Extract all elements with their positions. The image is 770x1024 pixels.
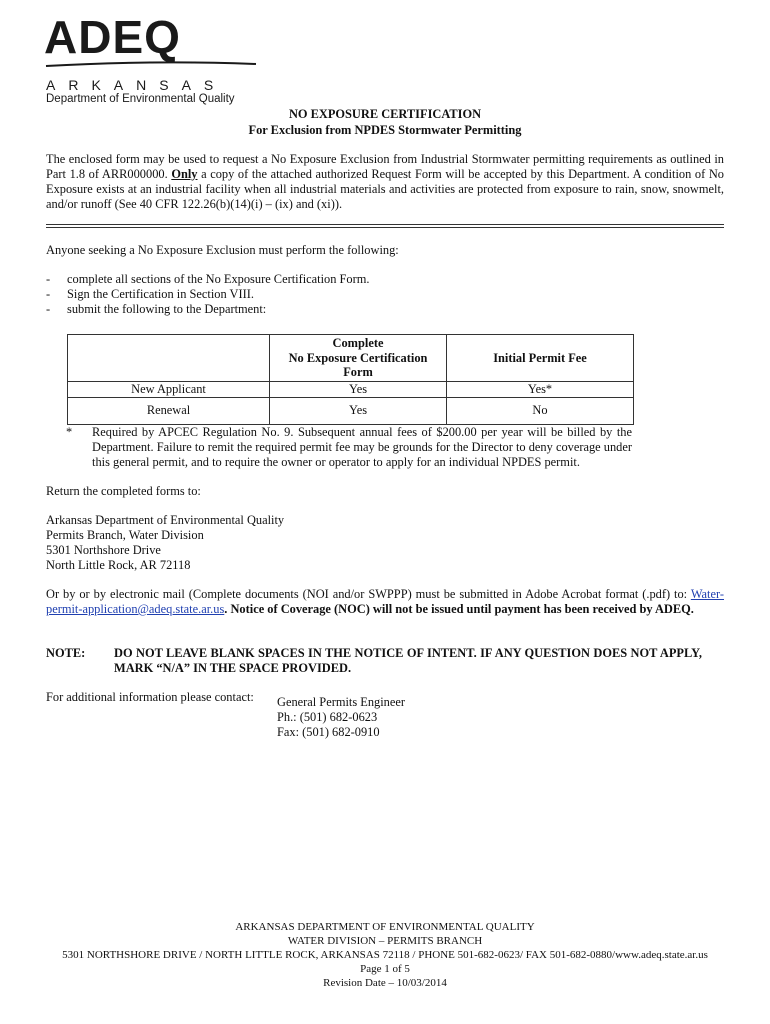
table-header-fee: Initial Permit Fee bbox=[447, 335, 634, 382]
page-number: Page 1 of 5 bbox=[360, 963, 410, 975]
address-line: North Little Rock, AR 72118 bbox=[46, 558, 191, 572]
table-header-row bbox=[68, 335, 634, 382]
divider-bottom bbox=[46, 227, 724, 228]
address-line: Permits Branch, Water Division bbox=[46, 528, 204, 542]
logo-swoosh bbox=[44, 58, 259, 70]
table-header-form bbox=[270, 335, 447, 382]
bullet-dash: - bbox=[46, 287, 51, 301]
logo-state-name: ARKANSAS bbox=[46, 77, 227, 93]
table-row bbox=[68, 397, 634, 424]
header-form-line: Complete bbox=[332, 336, 384, 351]
footer-line: WATER DIVISION – PERMITS BRANCH bbox=[287, 935, 483, 947]
page-title: NO EXPOSURE CERTIFICATION bbox=[288, 107, 482, 121]
list-item bbox=[46, 302, 266, 317]
bullet-dash: - bbox=[46, 272, 51, 286]
step-text: submit the following to the Department: bbox=[67, 302, 267, 316]
row-label: New Applicant bbox=[68, 382, 270, 398]
contact-label: For additional information please contact: bbox=[46, 690, 254, 704]
intro-text-1: The enclosed form may be used to request a No Exposure Exclusion from Industrial Stormwater permitting requirements as outlined in Part 1.8 of ARR000000. bbox=[46, 152, 724, 181]
contact-line: General Permits Engineer bbox=[277, 695, 405, 709]
row-fee: Yes* bbox=[447, 382, 634, 398]
footnote-text: Required by APCEC Regulation No. 9. Subsequent annual fees of $200.00 per year will be billed by the Department. Failure to remit the required permit fee may be grounds for the Director to deny coverage under this general permit, and to require the owner or operator to apply for an individual NPDES permit. bbox=[92, 425, 632, 469]
step-text: Sign the Certification in Section VIII. bbox=[67, 287, 254, 301]
revision-date: Revision Date – 10/03/2014 bbox=[323, 977, 447, 989]
contact-line: Fax: (501) 682-0910 bbox=[277, 725, 380, 739]
email-intro-text: Or by or by electronic mail (Complete documents (NOI and/or SWPPP) must be submitted in Adobe Acrobat format (.pdf) to: bbox=[46, 587, 691, 601]
row-form: Yes bbox=[270, 397, 447, 424]
contact-line: Ph.: (501) 682-0623 bbox=[277, 710, 378, 724]
footer-line: ARKANSAS DEPARTMENT OF ENVIRONMENTAL QUALITY bbox=[235, 921, 535, 933]
header-form-line: No Exposure Certification bbox=[288, 350, 428, 365]
fee-table bbox=[67, 334, 634, 425]
footnote-marker: * bbox=[66, 425, 73, 439]
intro-only: Only bbox=[171, 167, 198, 181]
divider-top bbox=[46, 224, 724, 225]
row-label: Renewal bbox=[68, 397, 270, 424]
intro-paragraph bbox=[46, 152, 724, 212]
address-line: 5301 Northshore Drive bbox=[46, 543, 161, 557]
note-text: DO NOT LEAVE BLANK SPACES IN THE NOTICE OF INTENT. IF ANY QUESTION DOES NOT APPLY, MARK “N/A” IN THE SPACE PROVIDED. bbox=[114, 646, 702, 675]
step-text: complete all sections of the No Exposure Certification Form. bbox=[67, 272, 370, 286]
row-fee: No bbox=[447, 397, 634, 424]
list-item bbox=[46, 287, 254, 302]
logo-department: Department of Environmental Quality bbox=[46, 93, 235, 105]
table-header-blank bbox=[68, 335, 270, 382]
footer-line: 5301 NORTHSHORE DRIVE / NORTH LITTLE ROCK, ARKANSAS 72118 / PHONE 501-682-0623/ FAX 501-682-0880/www.adeq.state.ar.us bbox=[62, 949, 708, 961]
table-row bbox=[68, 382, 634, 398]
contact-block bbox=[277, 695, 405, 740]
noc-notice: . Notice of Coverage (NOC) will not be issued until payment has been received by ADEQ. bbox=[224, 602, 694, 616]
email-link[interactable]: Water-permit-application@adeq.state.ar.us bbox=[46, 587, 724, 616]
address-line: Arkansas Department of Environmental Quality bbox=[46, 513, 285, 527]
intro-text-2: a copy of the attached authorized Request Form will be accepted by this Department. A condition of No Exposure exists at an industrial facility when all industrial materials and activities are protected from exposure to rain, snow, snowmelt, and/or runoff (See 40 CFR 122.26(b)(14)(i) – (ix) and (xi)). bbox=[46, 167, 724, 211]
header-form-line: Form bbox=[343, 365, 373, 380]
row-form: Yes bbox=[270, 382, 447, 398]
bullet-dash: - bbox=[46, 302, 51, 316]
note-label: NOTE: bbox=[46, 646, 86, 660]
return-label: Return the completed forms to: bbox=[46, 484, 201, 498]
requirements-intro: Anyone seeking a No Exposure Exclusion must perform the following: bbox=[46, 243, 399, 257]
adeq-logo: ADEQ bbox=[44, 11, 181, 63]
page-subtitle: For Exclusion from NPDES Stormwater Permitting bbox=[248, 123, 522, 137]
email-paragraph bbox=[46, 587, 724, 617]
list-item bbox=[46, 272, 369, 287]
